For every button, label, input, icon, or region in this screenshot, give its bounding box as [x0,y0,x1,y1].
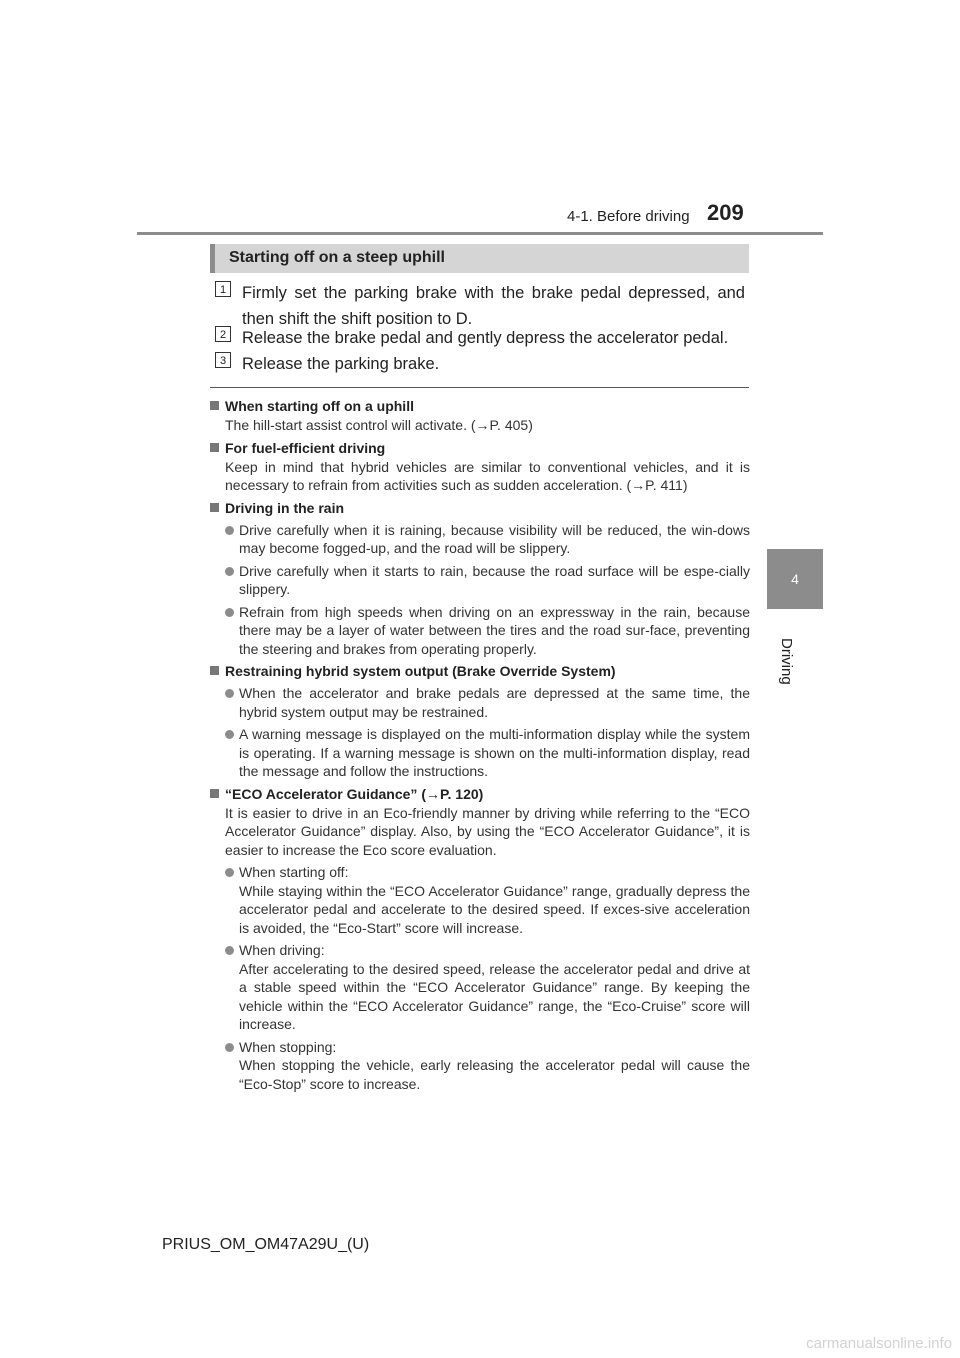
circle-bullet-icon [225,567,234,576]
note-heading: When starting off on a uphill [210,397,750,416]
square-bullet-icon [210,789,219,798]
step-number-badge: 1 [215,281,231,297]
note-text: It is easier to drive in an Eco-friendly manner by driving while referring to the “ECO Accelerator Guidance” display. Also, by using the “ECO Accelerator Guidance”, it is easier to increase the Eco score evaluation. [225,804,750,858]
note-heading: For fuel-efficient driving [210,439,750,458]
bullet-item: When starting off: While staying within the “ECO Accelerator Guidance” range, gradually depress the accelerator pedal and accelerate to the desired speed. If exces-sive acceleration is avoided, the “Eco-Start” score will increase. [225,863,750,937]
section-title: Starting off on a steep uphill [229,249,445,266]
bullet-item: Refrain from high speeds when driving on an expressway in the rain, because there may be a layer of water between the tires and the road sur-face, preventing the steering and brakes from operating properly. [225,603,750,659]
note-text: The hill-start assist control will activate. (→P. 405) [225,417,533,433]
notes-section [210,397,750,1097]
step-item [215,351,745,377]
square-bullet-icon [210,666,219,675]
square-bullet-icon [210,401,219,410]
bullet-item: Drive carefully when it starts to rain, because the road surface will be espe-cially slippery. [225,562,750,599]
header-section-title: 4-1. Before driving [567,208,690,225]
notes-divider [210,387,749,388]
bullet-item: Drive carefully when it is raining, because visibility will be reduced, the win-dows may become fogged-up, and the road will be slippery. [225,521,750,558]
step-text: Release the brake pedal and gently depress the accelerator pedal. [242,329,729,347]
square-bullet-icon [210,443,219,452]
circle-bullet-icon [225,1043,234,1052]
bullet-item: When stopping: When stopping the vehicle, early releasing the accelerator pedal will cause the “Eco-Stop” score to increase. [225,1038,750,1094]
chapter-number: 4 [791,571,799,587]
section-header [210,244,749,273]
step-text: Release the parking brake. [242,355,440,373]
document-code: PRIUS_OM_OM47A29U_(U) [162,1236,370,1253]
circle-bullet-icon [225,730,234,739]
step-item [215,325,745,351]
note-heading: “ECO Accelerator Guidance” (→P. 120) [210,785,750,804]
circle-bullet-icon [225,608,234,617]
bullet-item: When driving: After accelerating to the desired speed, release the accelerator pedal and drive at a stable speed within the “ECO Accelerator Guidance” range. By keeping the vehicle within the “ECO Accelerator Guidance” range, the “Eco-Cruise” score will increase. [225,941,750,1034]
header-divider [137,232,823,235]
page-number: 209 [707,200,744,225]
circle-bullet-icon [225,868,234,877]
circle-bullet-icon [225,526,234,535]
circle-bullet-icon [225,946,234,955]
step-text: Firmly set the parking brake with the brake pedal depressed, and then shift the shift position to D. [242,284,745,328]
bullet-item: A warning message is displayed on the multi-information display while the system is operating. If a warning message is shown on the multi-information display, read the message and follow the instructions. [225,725,750,781]
watermark: carmanualsonline.info [806,1335,952,1352]
square-bullet-icon [210,503,219,512]
circle-bullet-icon [225,689,234,698]
chapter-tab [767,549,823,609]
step-number-badge: 3 [215,352,231,368]
note-text: Keep in mind that hybrid vehicles are similar to conventional vehicles, and it is necessary to refrain from activities such as sudden acceleration. (→P. 411) [225,458,750,493]
note-heading: Restraining hybrid system output (Brake Override System) [210,662,750,681]
bullet-item: When the accelerator and brake pedals are depressed at the same time, the hybrid system output may be restrained. [225,684,750,721]
step-number-badge: 2 [215,326,231,342]
chapter-label: Driving [778,638,795,685]
note-heading: Driving in the rain [210,499,750,518]
